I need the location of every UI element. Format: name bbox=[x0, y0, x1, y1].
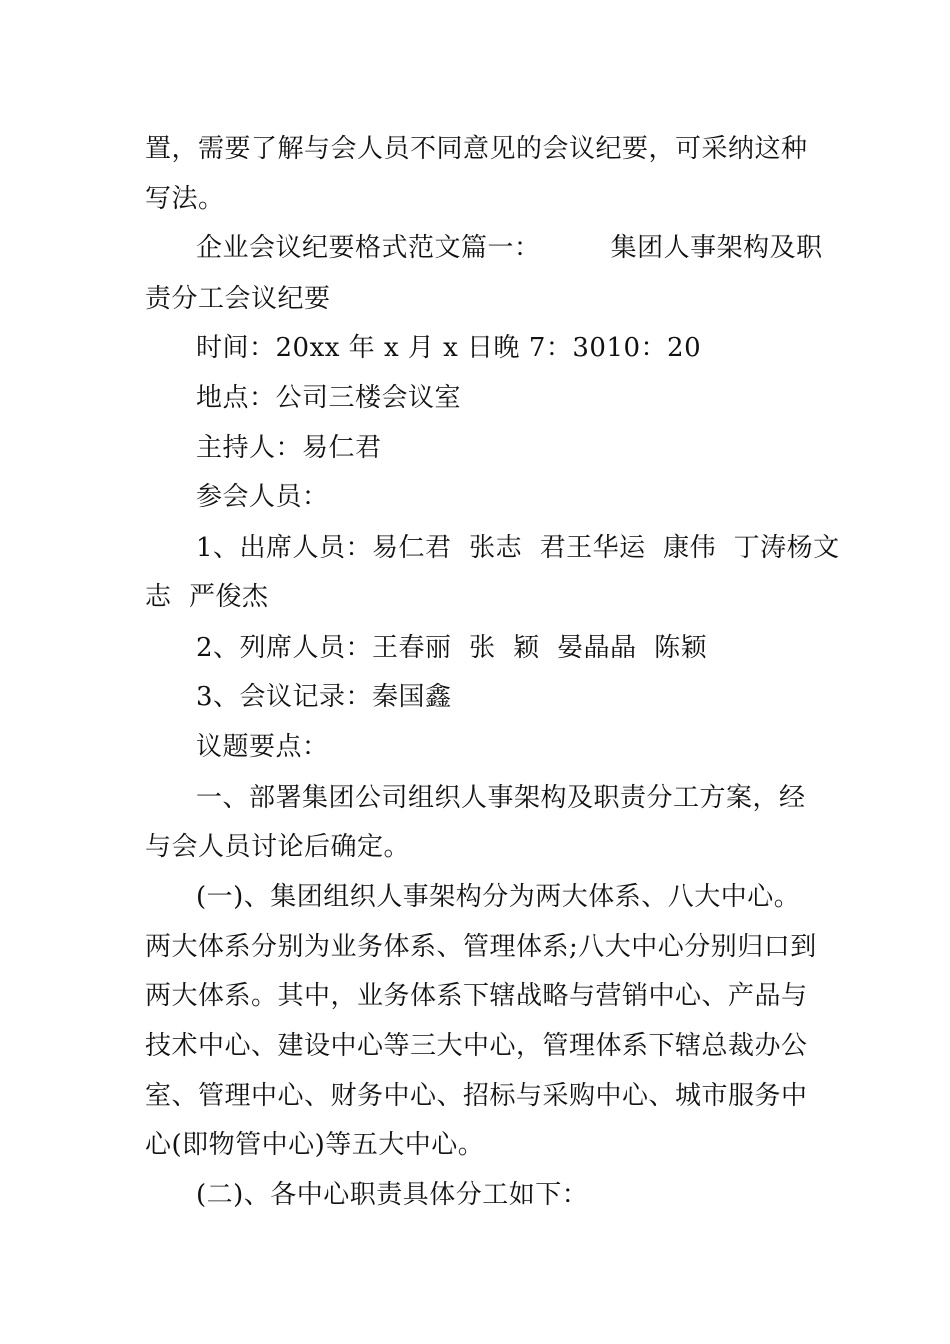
meeting-recorder: 3、会议记录：秦国鑫 bbox=[196, 682, 452, 712]
agenda-heading: 议题要点： bbox=[196, 732, 329, 762]
meeting-host: 主持人：易仁君 bbox=[196, 433, 382, 463]
attendees-heading: 参会人员： bbox=[196, 482, 329, 512]
sub-item-1: (一)、集团组织人事架构分为两大体系、八大中心。 bbox=[196, 882, 801, 912]
sub-item-1-body: 两大体系分别为业务体系、管理体系;八大中心分别归口到 bbox=[145, 932, 817, 962]
sub-item-1-body: 技术中心、建设中心等三大中心，管理体系下辖总裁办公 bbox=[145, 1031, 808, 1061]
attendees-observers: 2、列席人员：王春丽 张 颖 晏晶晶 陈颖 bbox=[196, 633, 708, 663]
attendees-present-continued: 志 严俊杰 bbox=[145, 582, 269, 612]
sub-item-1-body: 室、管理中心、财务中心、招标与采购中心、城市服务中 bbox=[145, 1081, 808, 1111]
section-heading-line: 责分工会议纪要 bbox=[145, 284, 331, 314]
attendees-present: 1、出席人员：易仁君 张志 君王华运 康伟 丁涛杨文 bbox=[196, 533, 840, 563]
paragraph-line: 置，需要了解与会人员不同意见的会议纪要，可采纳这种 bbox=[145, 134, 808, 164]
sub-item-1-body: 两大体系。其中，业务体系下辖战略与营销中心、产品与 bbox=[145, 981, 808, 1011]
agenda-item-1: 一、部署集团公司组织人事架构及职责分工方案，经 bbox=[196, 783, 806, 813]
sub-item-1-body: 心(即物管中心)等五大中心。 bbox=[145, 1130, 485, 1160]
paragraph-line: 写法。 bbox=[145, 184, 225, 214]
agenda-item-1-continued: 与会人员讨论后确定。 bbox=[145, 832, 411, 862]
sub-item-2: (二)、各中心职责具体分工如下： bbox=[196, 1180, 589, 1210]
meeting-location: 地点：公司三楼会议室 bbox=[196, 383, 462, 413]
section-heading-line: 企业会议纪要格式范文篇一： 集团人事架构及职 bbox=[196, 233, 823, 263]
meeting-time: 时间：20xx 年 x 月 x 日晚 7：3010：20 bbox=[196, 333, 702, 363]
